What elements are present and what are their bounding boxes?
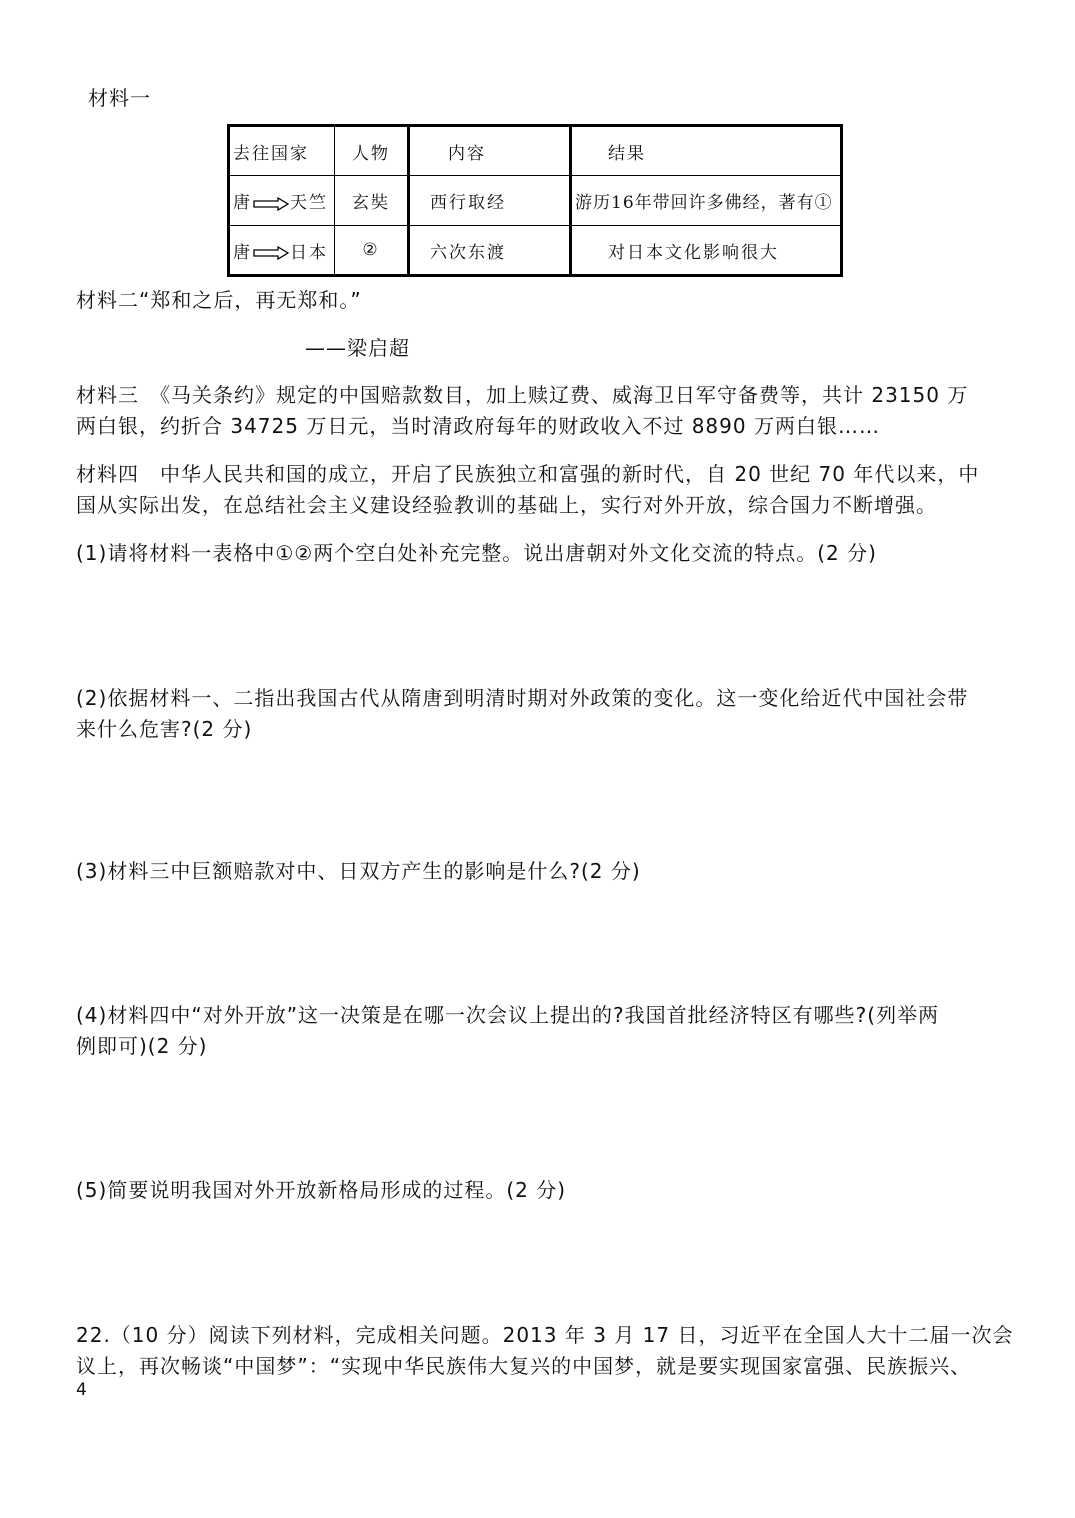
table-cell-result: 游历16年带回许多佛经，著有① xyxy=(571,176,842,226)
table-cell-country xyxy=(229,176,335,226)
question-3: (3)材料三中巨额赔款对中、日双方产生的影响是什么?(2 分) xyxy=(76,859,641,883)
table-cell-result: 对日本文化影响很大 xyxy=(571,226,842,276)
table-header: 内容 xyxy=(409,126,571,176)
question-1: (1)请将材料一表格中①②两个空白处补充完整。说出唐朝对外文化交流的特点。(2 分) xyxy=(76,541,877,565)
question-22-line2: 议上，再次畅谈“中国梦”：“实现中华民族伟大复兴的中国梦，就是要实现国家富强、民族振兴、 xyxy=(76,1354,972,1378)
table-header: 去往国家 xyxy=(229,126,335,176)
from-country: 唐 xyxy=(233,193,252,213)
table-cell-person: 玄奘 xyxy=(335,176,409,226)
question-5: (5)简要说明我国对外开放新格局形成的过程。(2 分) xyxy=(76,1178,567,1202)
material2-quote: 材料二“郑和之后，再无郑和。” xyxy=(76,288,362,312)
table-row xyxy=(229,226,842,276)
material2-attribution: ——梁启超 xyxy=(305,336,410,360)
table-row xyxy=(229,176,842,226)
question-22-line1: 22.（10 分）阅读下列材料，完成相关问题。2013 年 3 月 17 日，习近平在全国人大十二届一次会 xyxy=(76,1323,1014,1347)
right-arrow-icon xyxy=(253,246,289,260)
material3-line1: 材料三 《马关条约》规定的中国赔款数目，加上赎辽费、威海卫日军守备费等，共计 23150 万 xyxy=(76,383,969,407)
right-arrow-icon xyxy=(253,197,289,211)
table-header: 人物 xyxy=(335,126,409,176)
question-4-line2: 例即可)(2 分) xyxy=(76,1034,208,1058)
table-header-row xyxy=(229,126,842,176)
question-2-line1: (2)依据材料一、二指出我国古代从隋唐到明清时期对外政策的变化。这一变化给近代中国社会带 xyxy=(76,686,969,710)
material1-table xyxy=(227,124,843,277)
question-4-line1: (4)材料四中“对外开放”这一决策是在哪一次会议上提出的?我国首批经济特区有哪些?(列举两 xyxy=(76,1003,940,1027)
from-country: 唐 xyxy=(233,242,252,263)
table-cell-country xyxy=(229,226,335,276)
to-country: 日本 xyxy=(290,242,328,263)
material3-line2: 两白银，约折合 34725 万日元，当时清政府每年的财政收入不过 8890 万两白银…… xyxy=(76,414,880,438)
table-cell-content: 西行取经 xyxy=(409,176,571,226)
table-cell-content: 六次东渡 xyxy=(409,226,571,276)
table-cell-person: ② xyxy=(335,226,409,276)
table-header: 结果 xyxy=(571,126,842,176)
page-number: 4 xyxy=(76,1380,87,1400)
material4-line2: 国从实际出发，在总结社会主义建设经验教训的基础上，实行对外开放，综合国力不断增强。 xyxy=(76,493,937,517)
question-2-line2: 来什么危害?(2 分) xyxy=(76,717,253,741)
to-country: 天竺 xyxy=(290,193,328,213)
material4-line1: 材料四 中华人民共和国的成立，开启了民族独立和富强的新时代，自 20 世纪 70 年代以来，中 xyxy=(76,462,980,486)
material1-label: 材料一 xyxy=(88,86,151,110)
